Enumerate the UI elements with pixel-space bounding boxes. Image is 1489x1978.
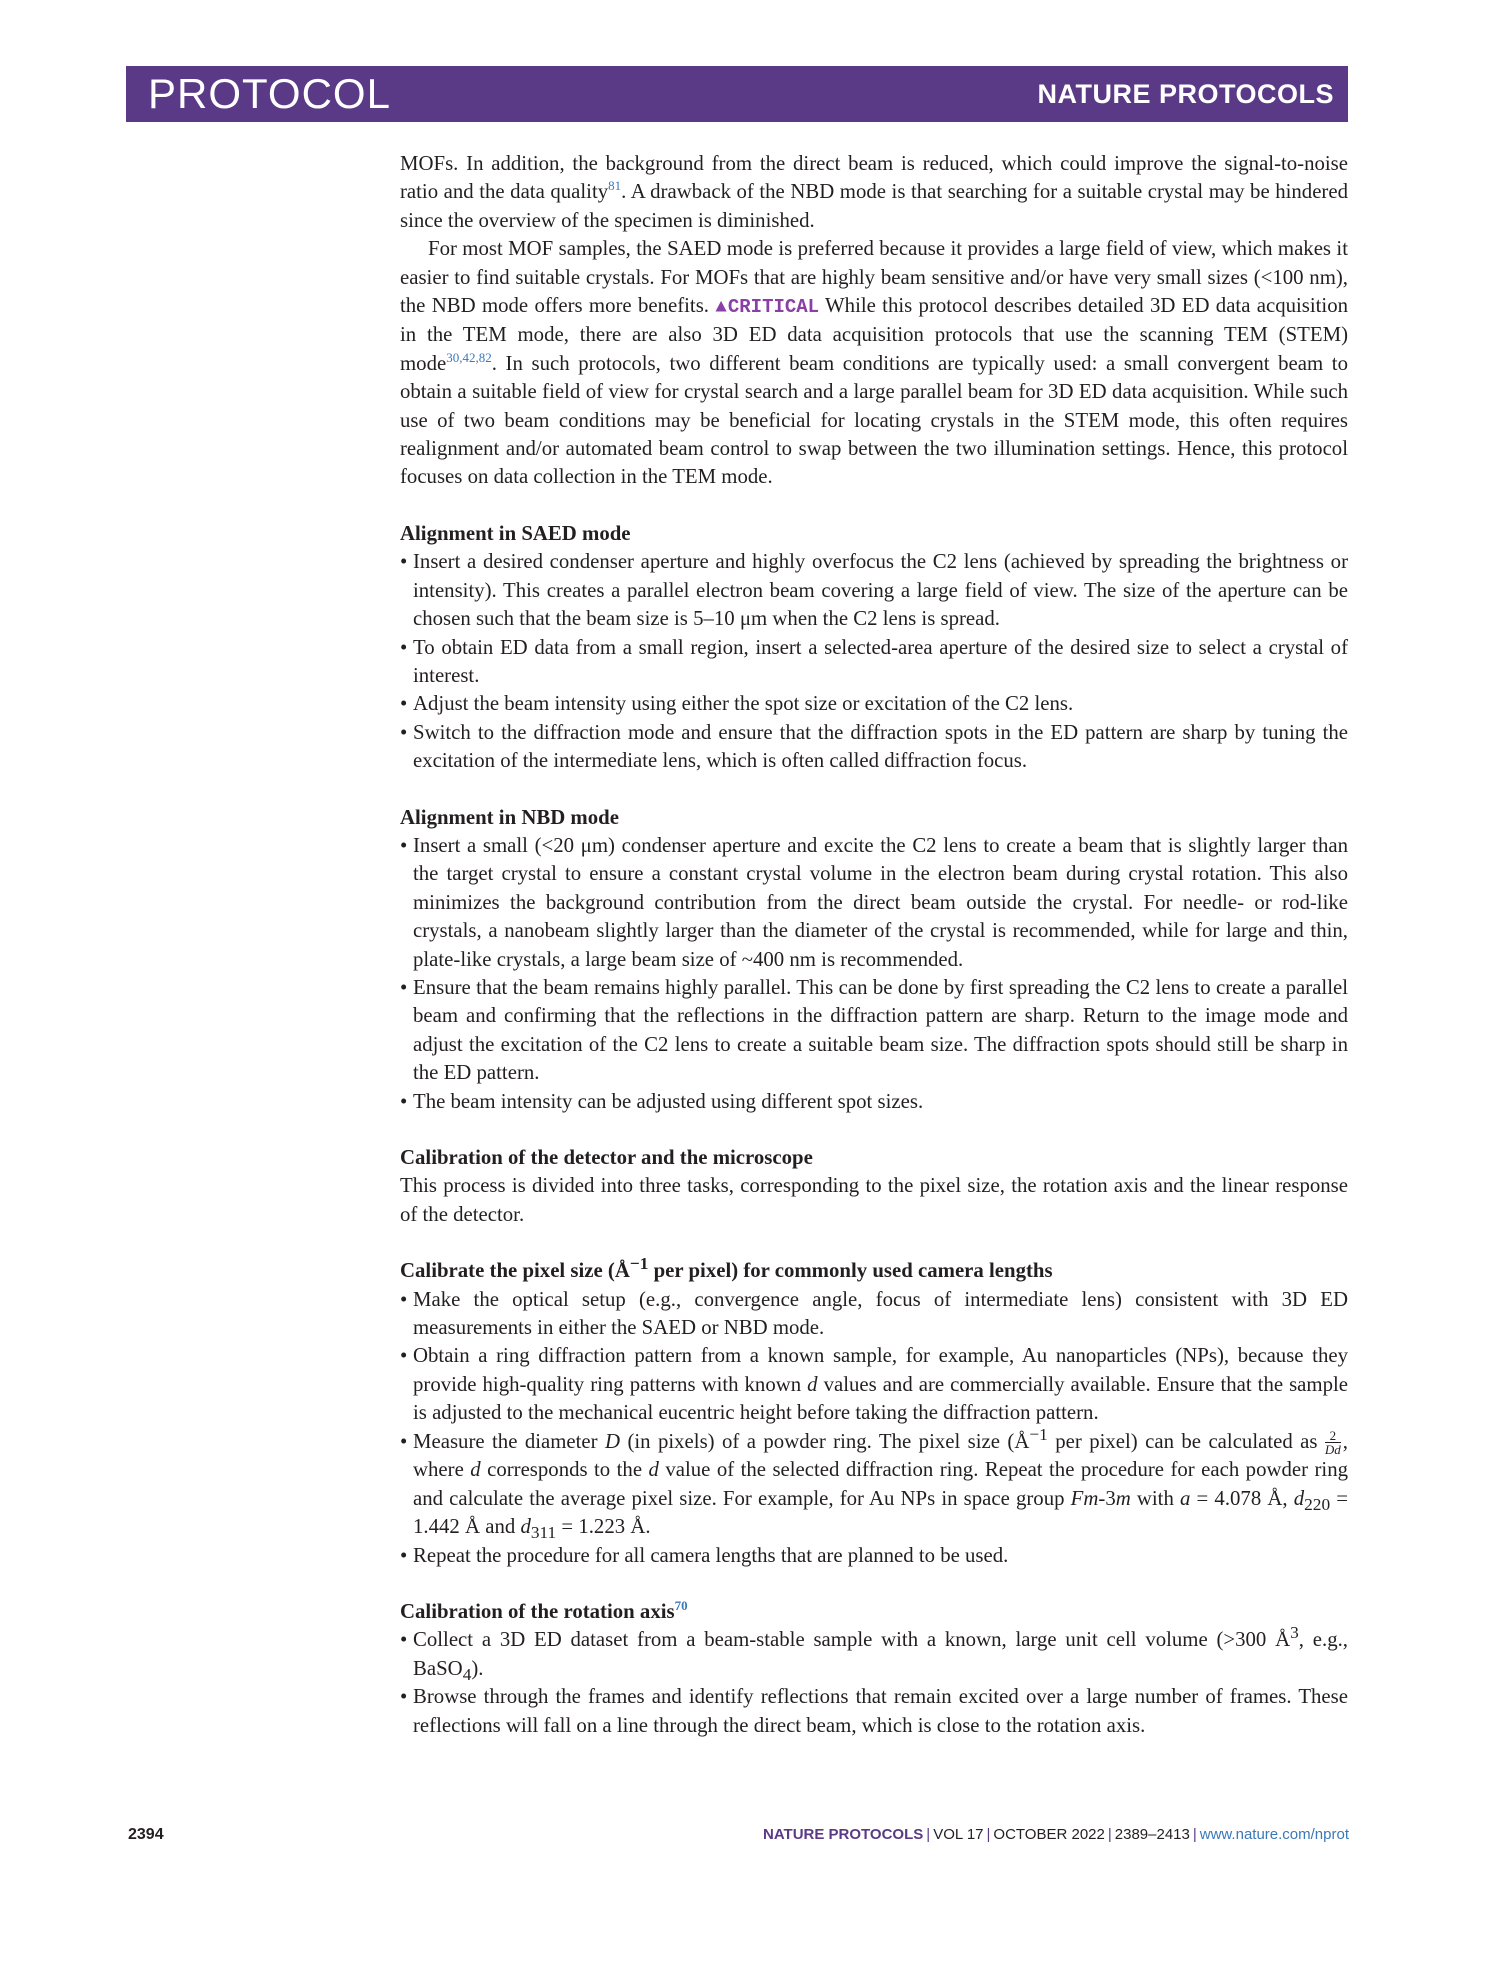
article-body	[400, 150, 1348, 1740]
section-nbd	[400, 804, 1348, 1116]
bullet-list	[400, 548, 1348, 775]
list-item: • Make the optical setup (e.g., convergence angle, focus of intermediate lens) consistent with 3D ED measurements in either the SAED or NBD mode.	[400, 1286, 1348, 1343]
bullet-list	[400, 832, 1348, 1116]
critical-label: ▲CRITICAL	[715, 296, 820, 319]
bullet-list	[400, 1286, 1348, 1570]
list-item: • Insert a desired condenser aperture and highly overfocus the C2 lens (achieved by spreading the brightness or intensity). This creates a parallel electron beam covering a large field of view. The size of the aperture can be chosen such that the beam size is 5–10 μm when the C2 lens is spread.	[400, 548, 1348, 633]
bullet-list	[400, 1623, 1348, 1740]
fraction: $\frac{2}{Dd}$	[1324, 1428, 1341, 1458]
list-item: • Adjust the beam intensity using either the spot size or excitation of the C2 lens.	[400, 690, 1348, 718]
section-calibration	[400, 1144, 1348, 1229]
list-item: • Insert a small (<20 μm) condenser aperture and excite the C2 lens to create a beam that is slightly larger than the target crystal to ensure a constant crystal volume in the electron beam during crystal rotation. This also minimizes the background contribution from the direct beam outside the crystal. For needle- or rod-like crystals, a nanobeam slightly larger than the diameter of the crystal is recommended, while for large and thin, plate-like crystals, a large beam size of ~400 nm is recommended.	[400, 832, 1348, 974]
section-text: This process is divided into three tasks, corresponding to the pixel size, the rotation axis and the linear response of the detector.	[400, 1174, 1348, 1226]
header-banner	[126, 66, 1348, 122]
list-item: • Obtain a ring diffraction pattern from a known sample, for example, Au nanoparticles (NPs), because they provide high-quality ring patterns with known d values and are commercially available. Ensure that the sample is adjusted to the mechanical eucentric height before taking the diffraction pattern.	[400, 1342, 1348, 1427]
footer-pages: 2389–2413	[1114, 1826, 1190, 1843]
citation-link[interactable]: 30,42,82	[446, 349, 492, 365]
intro-paragraph-1: MOFs. In addition, the background from the direct beam is reduced, which could improve the signal-to-noise ratio and the data quality$^{81}$. A drawback of the NBD mode is that searching for a suitable crystal may be hindered since the overview of the specimen is diminished.	[400, 152, 1348, 232]
list-item: • Switch to the diffraction mode and ensure that the diffraction spots in the ED pattern are sharp by tuning the excitation of the intermediate lens, which is often called diffraction focus.	[400, 719, 1348, 776]
list-item: • The beam intensity can be adjusted using different spot sizes.	[400, 1088, 1348, 1116]
section-heading: Alignment in SAED mode	[400, 521, 631, 545]
section-label: PROTOCOL	[148, 70, 391, 117]
list-item: • Ensure that the beam remains highly parallel. This can be done by first spreading the C2 lens to create a parallel beam and confirming that the reflections in the diffraction pattern are sharp. Return to the image mode and adjust the excitation of the C2 lens to create a suitable beam size. The diffraction spots should still be sharp in the ED pattern.	[400, 974, 1348, 1088]
section-saed	[400, 520, 1348, 776]
footer-volume: VOL 17	[933, 1826, 984, 1843]
section-heading: Calibration of the rotation axis$^{70}$	[400, 1598, 688, 1623]
section-heading: Calibration of the detector and the microscope	[400, 1146, 813, 1169]
section-heading: Alignment in NBD mode	[400, 805, 619, 829]
page-number: 2394	[128, 1826, 164, 1843]
footer-date: OCTOBER 2022	[993, 1826, 1105, 1843]
footer-journal: NATURE PROTOCOLS	[762, 1826, 924, 1843]
list-item: • Repeat the procedure for all camera lengths that are planned to be used.	[400, 1542, 1348, 1570]
list-item: • Collect a 3D ED dataset from a beam-stable sample with a known, large unit cell volume (>300 $Å^3$, e.g., BaSO$_4$).	[400, 1626, 1348, 1683]
list-item: • Browse through the frames and identify reflections that remain excited over a large number of frames. These reflections will fall on a line through the direct beam, which is close to the rotation axis.	[400, 1683, 1348, 1740]
section-pixel-size	[400, 1254, 1349, 1570]
list-item: • Measure the diameter D (in pixels) of a powder ring. The pixel size ($Å^{-1}$ per pixel) can be calculated as $\frac{2}{Dd}$, where d corresponds to the d value of the selected diffraction ring. Repeat the procedure for each powder ring and calculate the average pixel size. For example, for Au NPs in space group Fm-3m with a = 4.078 Å, $d_{220} = 1.442$ Å and $d_{311} = 1.223$ Å.	[400, 1428, 1348, 1542]
section-heading: Calibrate the pixel size ($Å^{-1}$ per pixel) for commonly used camera lengths	[400, 1254, 1053, 1283]
intro-paragraph-2: For most MOF samples, the SAED mode is preferred because it provides a large field of view, which makes it easier to find suitable crystals. For MOFs that are highly beam sensitive and/or have very small sizes (<100 nm), the NBD mode offers more benefits. ▲CRITICAL While this protocol describes detailed 3D ED data acquisition in the TEM mode, there are also 3D ED data acquisition protocols that use the scanning TEM (STEM) mode$^{30,42,82}$. In such protocols, two different beam conditions are typically used: a small convergent beam to obtain a suitable field of view for crystal search and a large parallel beam for 3D ED data acquisition. While such use of two beam conditions may be beneficial for locating crystals in the STEM mode, this often requires realignment and/or automated beam control to swap between the two illumination settings. Hence, this protocol focuses on data collection in the TEM mode.	[400, 237, 1349, 489]
citation-link[interactable]: 70	[674, 1598, 688, 1614]
list-item: • To obtain ED data from a small region, insert a selected-area aperture of the desired size to select a crystal of interest.	[400, 634, 1348, 691]
citation-link[interactable]: 81	[608, 178, 622, 194]
section-rotation-axis	[400, 1598, 1348, 1740]
footer-citation: NATURE PROTOCOLS | VOL 17 | OCTOBER 2022 | 2389–2413 | www.nature.com/nprot	[762, 1826, 1349, 1843]
journal-label: NATURE PROTOCOLS	[1037, 79, 1334, 109]
footer-url-link[interactable]: www.nature.com/nprot	[1199, 1826, 1349, 1843]
